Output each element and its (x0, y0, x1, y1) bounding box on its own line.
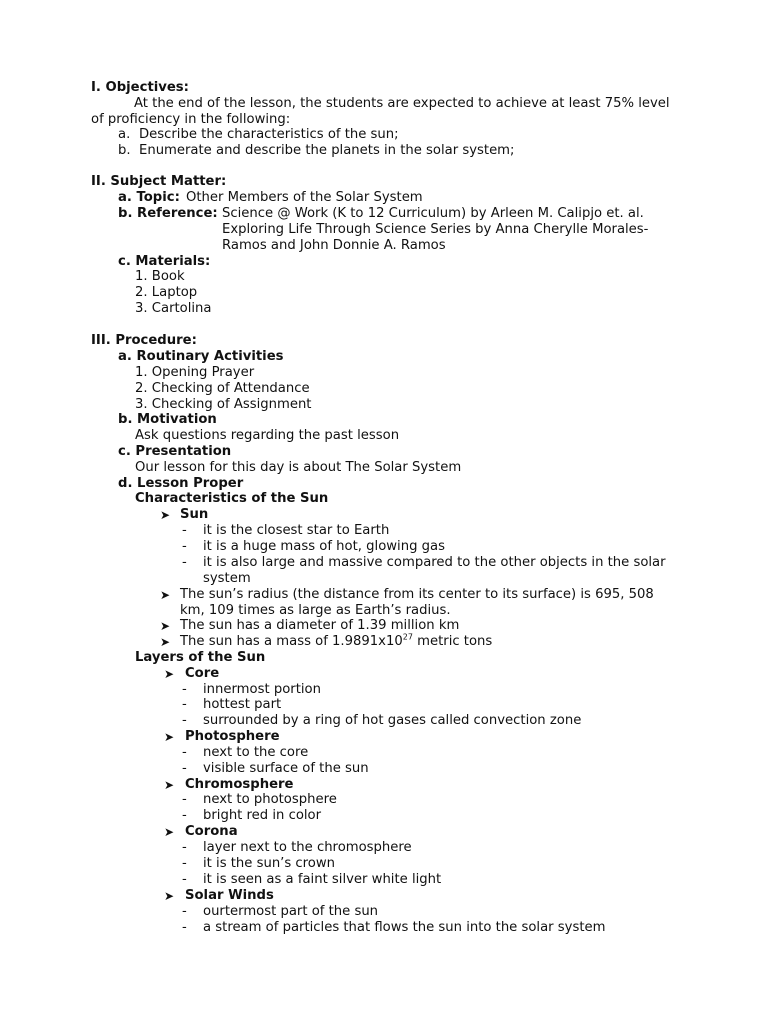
reference-label: b. Reference: (118, 206, 218, 221)
layer-name: Photosphere (185, 729, 280, 744)
dash-bullet-icon: - (182, 539, 187, 554)
objective-item: Enumerate and describe the planets in the solar system; (139, 143, 515, 158)
reference-line: Ramos and John Donnie A. Ramos (222, 238, 446, 253)
layers-heading: Layers of the Sun (135, 650, 266, 665)
presentation-text: Our lesson for this day is about The Solar System (135, 460, 462, 475)
dash-bullet-icon: - (182, 745, 187, 760)
routinary-label: a. Routinary Activities (118, 349, 284, 364)
sun-point: it is a huge mass of hot, glowing gas (203, 539, 445, 554)
sun-mass-suffix: metric tons (412, 634, 493, 649)
dash-bullet-icon: - (182, 808, 187, 823)
dash-bullet-icon: - (182, 840, 187, 855)
dash-bullet-icon: - (182, 920, 187, 935)
arrow-bullet-icon: ➤ (160, 508, 171, 522)
arrow-bullet-icon: ➤ (160, 619, 171, 633)
layer-point: innermost portion (203, 682, 321, 697)
sun-point: system (203, 571, 251, 586)
layer-point: a stream of particles that flows the sun into the solar system (203, 920, 606, 935)
reference-line: Exploring Life Through Science Series by Anna Cherylle Morales- (222, 222, 649, 237)
dash-bullet-icon: - (182, 856, 187, 871)
arrow-bullet-icon: ➤ (160, 635, 171, 649)
dash-bullet-icon: - (182, 792, 187, 807)
topic-value: Other Members of the Solar System (186, 190, 423, 205)
material-item: 1. Book (135, 269, 185, 284)
dash-bullet-icon: - (182, 872, 187, 887)
arrow-bullet-icon: ➤ (160, 588, 171, 602)
motivation-label: b. Motivation (118, 412, 217, 427)
objectives-heading: I. Objectives: (91, 80, 189, 95)
dash-bullet-icon: - (182, 682, 187, 697)
arrow-bullet-icon: ➤ (164, 730, 175, 744)
sun-point: it is the closest star to Earth (203, 523, 390, 538)
sun-label: Sun (180, 507, 209, 522)
routinary-item: 2. Checking of Attendance (135, 381, 310, 396)
presentation-label: c. Presentation (118, 444, 232, 459)
layer-name: Solar Winds (185, 888, 274, 903)
objective-item: Describe the characteristics of the sun; (139, 127, 399, 142)
reference-line: Science @ Work (K to 12 Curriculum) by Arleen M. Calipjo et. al. (222, 206, 644, 221)
characteristics-heading: Characteristics of the Sun (135, 491, 329, 506)
layer-name: Corona (185, 824, 238, 839)
sun-diameter: The sun has a diameter of 1.39 million km (180, 618, 460, 633)
dash-bullet-icon: - (182, 555, 187, 570)
layer-name: Core (185, 666, 220, 681)
dash-bullet-icon: - (182, 697, 187, 712)
layer-point: bright red in color (203, 808, 322, 823)
sun-radius-line: km, 109 times as large as Earth’s radius. (180, 603, 451, 618)
sun-radius-line: The sun’s radius (the distance from its center to its surface) is 695, 508 (180, 587, 654, 602)
sun-mass-prefix: The sun has a mass of 1.9891x10 (180, 634, 403, 649)
layer-point: hottest part (203, 697, 282, 712)
objective-marker: a. (118, 127, 131, 142)
objectives-intro-line: At the end of the lesson, the students are expected to achieve at least 75% level (134, 96, 670, 111)
dash-bullet-icon: - (182, 761, 187, 776)
arrow-bullet-icon: ➤ (164, 889, 175, 903)
layer-point: visible surface of the sun (203, 761, 369, 776)
layer-point: next to photosphere (203, 792, 337, 807)
layer-point: next to the core (203, 745, 309, 760)
motivation-text: Ask questions regarding the past lesson (135, 428, 400, 443)
sun-point: it is also large and massive compared to the other objects in the solar (203, 555, 666, 570)
layer-point: surrounded by a ring of hot gases called convection zone (203, 713, 582, 728)
lesson-proper-label: d. Lesson Proper (118, 476, 244, 491)
materials-label: c. Materials: (118, 254, 211, 269)
arrow-bullet-icon: ➤ (164, 825, 175, 839)
layer-name: Chromosphere (185, 777, 294, 792)
arrow-bullet-icon: ➤ (164, 778, 175, 792)
routinary-item: 1. Opening Prayer (135, 365, 255, 380)
dash-bullet-icon: - (182, 904, 187, 919)
dash-bullet-icon: - (182, 713, 187, 728)
objective-marker: b. (118, 143, 131, 158)
arrow-bullet-icon: ➤ (164, 667, 175, 681)
layer-point: layer next to the chromosphere (203, 840, 412, 855)
layer-point: it is the sun’s crown (203, 856, 336, 871)
routinary-item: 3. Checking of Assignment (135, 397, 312, 412)
material-item: 3. Cartolina (135, 301, 212, 316)
layer-point: ourtermost part of the sun (203, 904, 379, 919)
procedure-heading: III. Procedure: (91, 333, 197, 348)
dash-bullet-icon: - (182, 523, 187, 538)
material-item: 2. Laptop (135, 285, 198, 300)
objectives-intro-line: of proficiency in the following: (91, 112, 291, 127)
layer-point: it is seen as a faint silver white light (203, 872, 442, 887)
sun-mass (180, 634, 492, 650)
topic-label: a. Topic: (118, 190, 180, 205)
sun-mass-exponent: 27 (402, 632, 413, 642)
subject-matter-heading: II. Subject Matter: (91, 174, 227, 189)
